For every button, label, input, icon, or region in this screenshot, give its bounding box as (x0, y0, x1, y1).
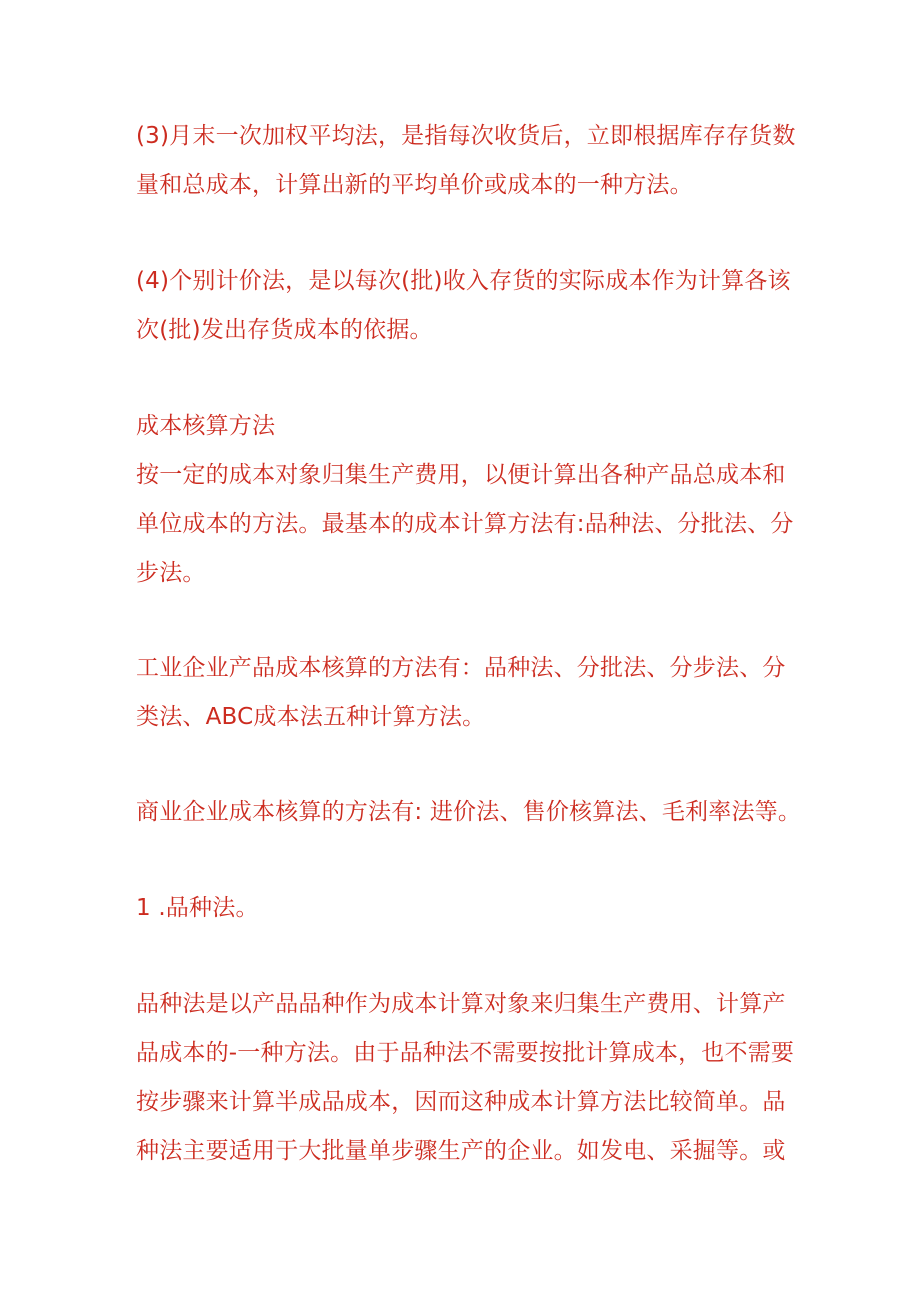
paragraph-definition-line-1: 按一定的成本对象归集生产费用，以便计算出各种产品总成本和 (136, 462, 786, 488)
section-heading-cost-accounting: 成本核算方法 (136, 413, 276, 439)
paragraph-commercial-line-1: 商业企业成本核算的方法有: 进价法、售价核算法、毛利率法等。 (136, 799, 802, 825)
paragraph-industrial-line-1: 工业企业产品成本核算的方法有：品种法、分批法、分步法、分 (136, 655, 786, 681)
section-heading-variety-method: 1 .品种法。 (136, 895, 259, 921)
paragraph-variety-line-4: 种法主要适用于大批量单步骤生产的企业。如发电、采掘等。或 (136, 1138, 786, 1164)
paragraph-definition-line-3: 步法。 (136, 560, 206, 586)
paragraph-variety-line-3: 按步骤来计算半成品成本，因而这种成本计算方法比较简单。品 (136, 1089, 786, 1115)
paragraph-industrial-line-2: 类法、ABC成本法五种计算方法。 (136, 704, 486, 730)
paragraph-avg-method-line-1: (3)月末一次加权平均法，是指每次收货后，立即根据库存存货数 (136, 123, 796, 149)
paragraph-definition-line-2: 单位成本的方法。最基本的成本计算方法有:品种法、分批法、分 (136, 511, 794, 537)
paragraph-specific-method-line-2: 次(批)发出存货成本的依据。 (136, 317, 433, 343)
paragraph-specific-method-line-1: (4)个别计价法，是以每次(批)收入存货的实际成本作为计算各该 (136, 268, 791, 294)
paragraph-variety-line-2: 品成本的-一种方法。由于品种法不需要按批计算成本，也不需要 (136, 1040, 795, 1066)
paragraph-avg-method-line-2: 量和总成本，计算出新的平均单价或成本的一种方法。 (136, 172, 693, 198)
paragraph-variety-line-1: 品种法是以产品品种作为成本计算对象来归集生产费用、计算产 (136, 991, 786, 1017)
